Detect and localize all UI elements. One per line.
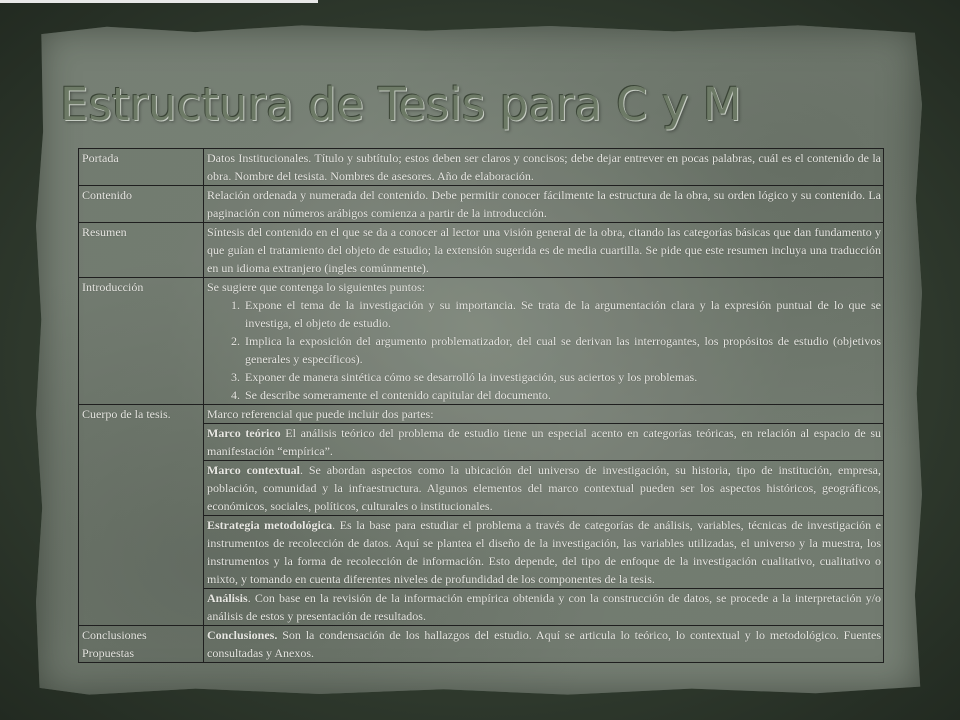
analisis-heading: Análisis — [207, 591, 248, 605]
row-content — [204, 626, 884, 663]
list-item: 1. Expone el tema de la investigación y su importancia. Se trata de la argumentación clara y la expresión puntual de lo que se investiga, el objeto de estudio. — [243, 296, 881, 332]
row-content — [204, 589, 884, 626]
table-row-portada — [79, 149, 884, 186]
slide-title: Estructura de Tesis para C y M — [60, 78, 742, 131]
marco-teorico-text: El análisis teórico del problema de estudio tiene un especial acento en categorías teóricas, en relación al espacio de su manifestación “empírica”. — [207, 426, 881, 458]
analisis-text: . Con base en la revisión de la información empírica obtenida y con la construcción de datos, se procede a la interpretación y/o análisis de estos y presentación de resultados. — [207, 591, 881, 623]
table-row-resumen — [79, 223, 884, 278]
estrategia-text: . Es la base para estudiar el problema a través de categorías de análisis, variables, técnicas de investigación e instrumentos de recolección de datos. Aquí se plantea el diseño de la investigación, las variables utilizadas, el universo y la muestra, los instrumentos y la forma de recolección de información. Esto depende, del tipo de enfoque de la investigación cualitativo, cualitativo o mixto, y tomando en cuenta diferentes niveles de profundidad de los componentes de la tesis. — [207, 518, 882, 586]
row-content — [204, 461, 884, 516]
row-content: Marco referencial que puede incluir dos partes: — [204, 405, 884, 424]
row-label: Introducción — [79, 278, 204, 405]
marco-teorico-heading: Marco teórico — [207, 426, 281, 440]
estrategia-heading: Estrategia metodológica — [207, 518, 333, 532]
row-content — [204, 424, 884, 461]
table-row-introduccion — [79, 278, 884, 405]
conclusiones-label-line2: Propuestas — [82, 646, 134, 660]
row-label: Portada — [79, 149, 204, 186]
intro-lead: Se sugiere que contenga lo siguientes puntos: — [207, 280, 425, 294]
conclusiones-heading: Conclusiones. — [207, 628, 278, 642]
top-edge-bar — [0, 0, 318, 3]
conclusiones-label-line1: Conclusiones — [82, 628, 147, 642]
intro-points-list — [207, 296, 881, 404]
thesis-structure-table — [78, 148, 884, 663]
list-item: 3. Exponer de manera sintética cómo se desarrolló la investigación, sus aciertos y los problemas. — [243, 368, 881, 386]
row-content — [204, 278, 884, 405]
table-row-conclusiones — [79, 626, 884, 663]
row-content — [204, 516, 884, 589]
table-row-contenido — [79, 186, 884, 223]
list-item: 4. Se describe someramente el contenido capitular del documento. — [243, 386, 881, 404]
marco-contextual-text: . Se abordan aspectos como la ubicación del universo de investigación, su historia, tipo de institución, empresa, población, comunidad y la infraestructura. Algunos elementos del marco contextual pueden ser los aspectos históricos, geográficos, económicos, sociales, políticos, culturales o institucionales. — [207, 463, 881, 513]
row-content: Datos Institucionales. Título y subtítulo; estos deben ser claros y concisos; debe dejar entrever en pocas palabras, cuál es el contenido de la obra. Nombre del tesista. Nombres de asesores. Año de elaboración. — [204, 149, 884, 186]
row-label: Resumen — [79, 223, 204, 278]
list-item: 2. Implica la exposición del argumento problematizador, del cual se derivan las interrogantes, los propósitos de estudio (objetivos generales y específicos). — [243, 332, 881, 368]
row-content: Síntesis del contenido en el que se da a conocer al lector una visión general de la obra, citando las categorías básicas que dan fundamento y que guían el tratamiento del objeto de estudio; la extensión sugerida es de media cuartilla. Se pide que este resumen incluya una traducción en un idioma extranjero (ingles comúnmente). — [204, 223, 884, 278]
marco-contextual-heading: Marco contextual — [207, 463, 300, 477]
table-row-cuerpo — [79, 405, 884, 424]
row-label: Cuerpo de la tesis. — [79, 405, 204, 626]
row-label: Contenido — [79, 186, 204, 223]
row-content: Relación ordenada y numerada del contenido. Debe permitir conocer fácilmente la estructura de la obra, su orden lógico y su contenido. La paginación con números arábigos comienza a partir de la introducción. — [204, 186, 884, 223]
row-label — [79, 626, 204, 663]
conclusiones-text: Son la condensación de los hallazgos del estudio. Aquí se articula lo teórico, lo contextual y lo metodológico. Fuentes consultadas y Anexos. — [207, 628, 881, 660]
